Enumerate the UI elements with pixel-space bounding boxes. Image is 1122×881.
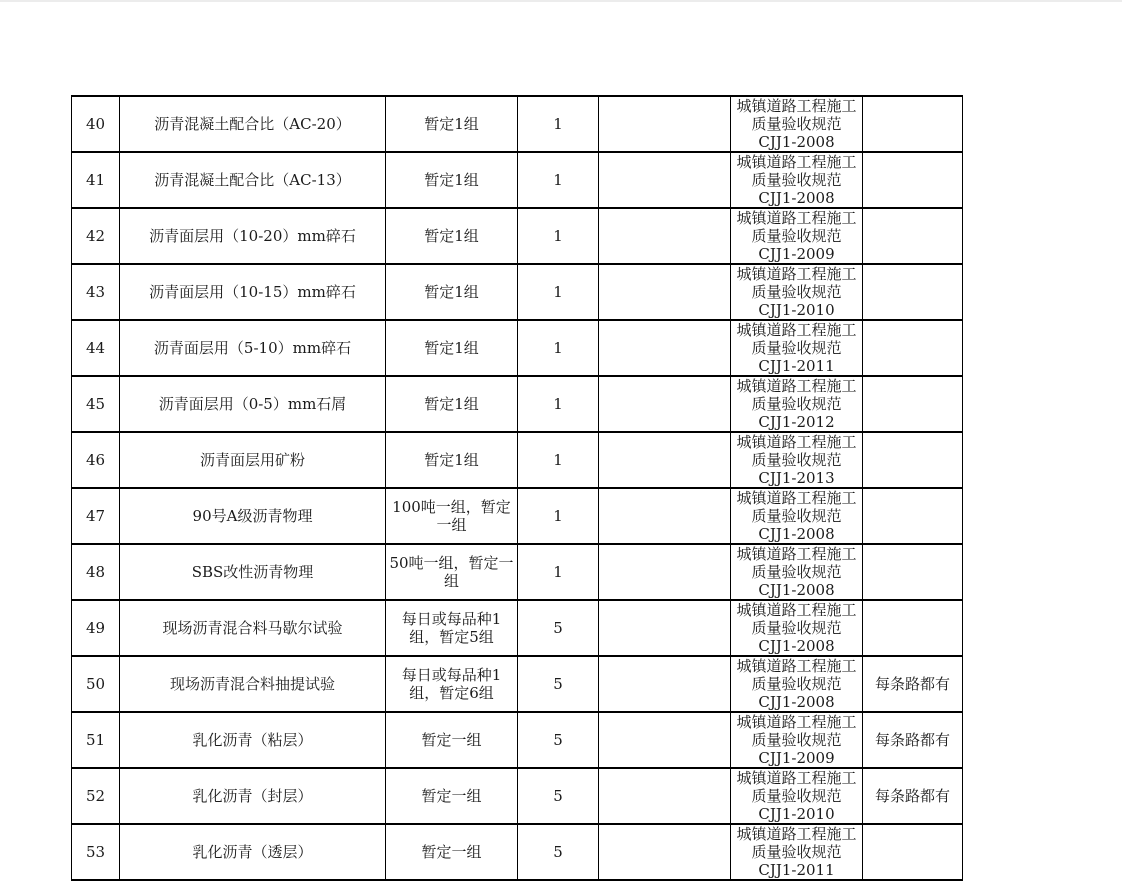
row-number-cell: 49	[72, 600, 120, 656]
standard-reference-cell: 城镇道路工程施工质量验收规范 CJJ1-2011	[731, 320, 863, 376]
table-row	[72, 152, 963, 208]
quantity-cell: 1	[518, 96, 599, 152]
test-item-cell: 现场沥青混合料抽提试验	[120, 656, 386, 712]
row-number-cell: 45	[72, 376, 120, 432]
empty-cell	[599, 264, 731, 320]
remark-cell	[863, 208, 963, 264]
row-number-cell: 42	[72, 208, 120, 264]
row-number-cell: 52	[72, 768, 120, 824]
quantity-cell: 1	[518, 544, 599, 600]
quantity-cell: 1	[518, 376, 599, 432]
standard-reference-cell: 城镇道路工程施工质量验收规范 CJJ1-2008	[731, 152, 863, 208]
remark-cell: 每条路都有	[863, 768, 963, 824]
standard-reference-cell: 城镇道路工程施工质量验收规范 CJJ1-2011	[731, 824, 863, 880]
empty-cell	[599, 432, 731, 488]
remark-cell: 每条路都有	[863, 712, 963, 768]
table-row	[72, 768, 963, 824]
remark-cell	[863, 264, 963, 320]
test-item-cell: SBS改性沥青物理	[120, 544, 386, 600]
sampling-frequency-cell: 暂定一组	[386, 768, 518, 824]
empty-cell	[599, 768, 731, 824]
row-number-cell: 40	[72, 96, 120, 152]
row-number-cell: 47	[72, 488, 120, 544]
remark-cell: 每条路都有	[863, 656, 963, 712]
quantity-cell: 5	[518, 600, 599, 656]
table-row	[72, 600, 963, 656]
table-row	[72, 432, 963, 488]
empty-cell	[599, 320, 731, 376]
table-row	[72, 208, 963, 264]
row-number-cell: 46	[72, 432, 120, 488]
standard-reference-cell: 城镇道路工程施工质量验收规范 CJJ1-2008	[731, 488, 863, 544]
table-row	[72, 264, 963, 320]
standard-reference-cell: 城镇道路工程施工质量验收规范 CJJ1-2010	[731, 768, 863, 824]
sampling-frequency-cell: 暂定1组	[386, 96, 518, 152]
page-top-edge	[0, 0, 1122, 2]
asphalt-test-items-table	[71, 95, 963, 881]
sampling-frequency-cell: 暂定一组	[386, 824, 518, 880]
sampling-frequency-cell: 50吨一组，暂定一组	[386, 544, 518, 600]
quantity-cell: 1	[518, 488, 599, 544]
empty-cell	[599, 208, 731, 264]
test-item-cell: 沥青面层用（10-20）mm碎石	[120, 208, 386, 264]
standard-reference-cell: 城镇道路工程施工质量验收规范 CJJ1-2012	[731, 376, 863, 432]
sampling-frequency-cell: 100吨一组，暂定一组	[386, 488, 518, 544]
remark-cell	[863, 600, 963, 656]
quantity-cell: 5	[518, 656, 599, 712]
test-item-cell: 沥青面层用矿粉	[120, 432, 386, 488]
row-number-cell: 48	[72, 544, 120, 600]
row-number-cell: 44	[72, 320, 120, 376]
table-row	[72, 376, 963, 432]
quantity-cell: 5	[518, 768, 599, 824]
remark-cell	[863, 152, 963, 208]
quantity-cell: 1	[518, 208, 599, 264]
empty-cell	[599, 376, 731, 432]
row-number-cell: 43	[72, 264, 120, 320]
sampling-frequency-cell: 暂定1组	[386, 376, 518, 432]
table-row	[72, 712, 963, 768]
sampling-frequency-cell: 暂定1组	[386, 152, 518, 208]
remark-cell	[863, 488, 963, 544]
test-item-cell: 乳化沥青（封层）	[120, 768, 386, 824]
standard-reference-cell: 城镇道路工程施工质量验收规范 CJJ1-2008	[731, 544, 863, 600]
table-row	[72, 488, 963, 544]
standard-reference-cell: 城镇道路工程施工质量验收规范 CJJ1-2010	[731, 264, 863, 320]
remark-cell	[863, 544, 963, 600]
table-row	[72, 96, 963, 152]
row-number-cell: 51	[72, 712, 120, 768]
standard-reference-cell: 城镇道路工程施工质量验收规范 CJJ1-2009	[731, 712, 863, 768]
remark-cell	[863, 824, 963, 880]
test-item-cell: 沥青混凝土配合比（AC-20）	[120, 96, 386, 152]
empty-cell	[599, 488, 731, 544]
table-row	[72, 824, 963, 880]
row-number-cell: 50	[72, 656, 120, 712]
sampling-frequency-cell: 每日或每品种1组，暂定5组	[386, 600, 518, 656]
empty-cell	[599, 712, 731, 768]
standard-reference-cell: 城镇道路工程施工质量验收规范 CJJ1-2009	[731, 208, 863, 264]
remark-cell	[863, 376, 963, 432]
sampling-frequency-cell: 暂定1组	[386, 264, 518, 320]
standard-reference-cell: 城镇道路工程施工质量验收规范 CJJ1-2008	[731, 656, 863, 712]
table-row	[72, 320, 963, 376]
sampling-frequency-cell: 暂定一组	[386, 712, 518, 768]
remark-cell	[863, 96, 963, 152]
test-item-cell: 现场沥青混合料马歇尔试验	[120, 600, 386, 656]
table-row	[72, 656, 963, 712]
sampling-frequency-cell: 暂定1组	[386, 208, 518, 264]
sampling-frequency-cell: 每日或每品种1组，暂定6组	[386, 656, 518, 712]
test-item-cell: 沥青面层用（5-10）mm碎石	[120, 320, 386, 376]
quantity-cell: 5	[518, 824, 599, 880]
test-item-cell: 乳化沥青（透层）	[120, 824, 386, 880]
sampling-frequency-cell: 暂定1组	[386, 320, 518, 376]
empty-cell	[599, 544, 731, 600]
empty-cell	[599, 824, 731, 880]
test-item-cell: 乳化沥青（粘层）	[120, 712, 386, 768]
test-item-cell: 沥青面层用（0-5）mm石屑	[120, 376, 386, 432]
test-item-cell: 沥青面层用（10-15）mm碎石	[120, 264, 386, 320]
table-row	[72, 544, 963, 600]
empty-cell	[599, 96, 731, 152]
empty-cell	[599, 656, 731, 712]
sampling-frequency-cell: 暂定1组	[386, 432, 518, 488]
row-number-cell: 53	[72, 824, 120, 880]
quantity-cell: 1	[518, 264, 599, 320]
empty-cell	[599, 600, 731, 656]
quantity-cell: 1	[518, 320, 599, 376]
quantity-cell: 1	[518, 432, 599, 488]
empty-cell	[599, 152, 731, 208]
standard-reference-cell: 城镇道路工程施工质量验收规范 CJJ1-2008	[731, 96, 863, 152]
quantity-cell: 5	[518, 712, 599, 768]
test-item-cell: 沥青混凝土配合比（AC-13）	[120, 152, 386, 208]
row-number-cell: 41	[72, 152, 120, 208]
standard-reference-cell: 城镇道路工程施工质量验收规范 CJJ1-2013	[731, 432, 863, 488]
remark-cell	[863, 320, 963, 376]
quantity-cell: 1	[518, 152, 599, 208]
test-item-cell: 90号A级沥青物理	[120, 488, 386, 544]
standard-reference-cell: 城镇道路工程施工质量验收规范 CJJ1-2008	[731, 600, 863, 656]
remark-cell	[863, 432, 963, 488]
